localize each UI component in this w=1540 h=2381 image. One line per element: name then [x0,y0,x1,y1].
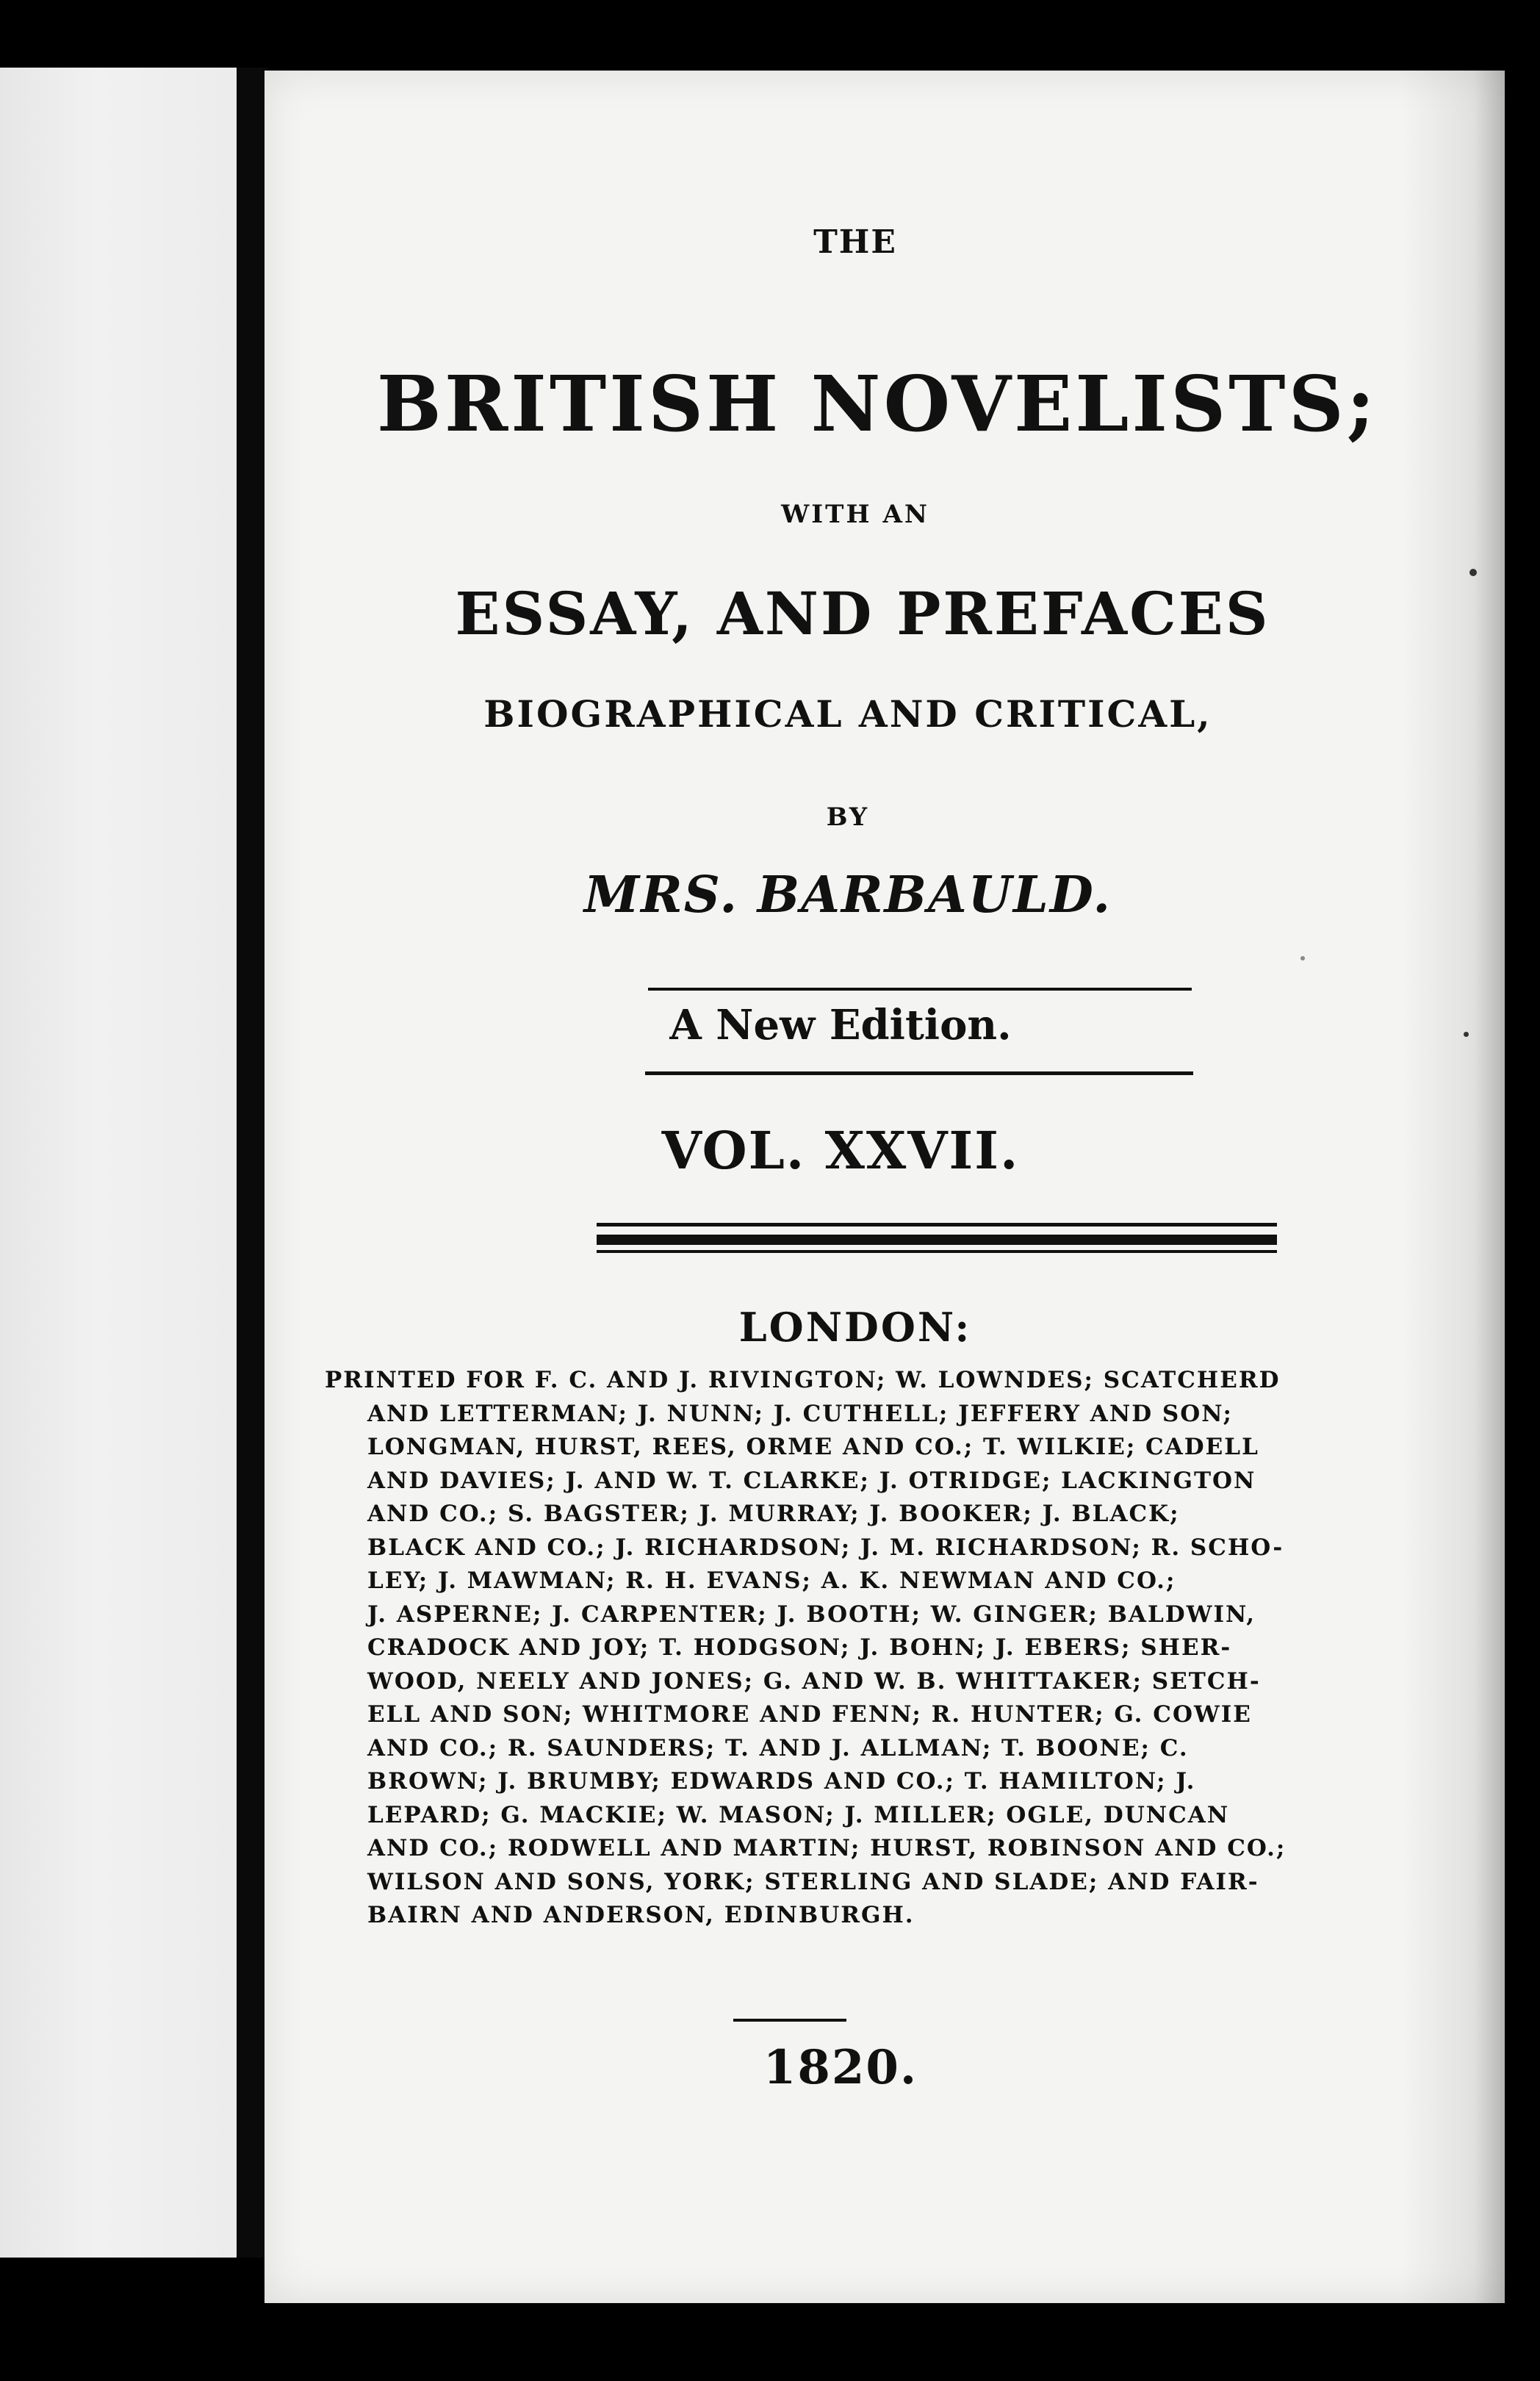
imprint-line: J. ASPERNE; J. CARPENTER; J. BOOTH; W. GINGER; BALDWIN, [367,1601,1256,1628]
edition-rule-bottom [645,1071,1193,1075]
subtitle-biographical: BIOGRAPHICAL AND CRITICAL, [483,692,1212,736]
double-rule-thin-lower [597,1250,1277,1253]
imprint-line: AND DAVIES; J. AND W. T. CLARKE; J. OTRIDGE; LACKINGTON [367,1467,1256,1494]
double-rule-thick [597,1235,1277,1245]
paper-speck [1464,1032,1469,1037]
book-title: BRITISH NOVELISTS; [376,359,1378,449]
paper-speck [1300,956,1305,960]
imprint-line: ELL AND SON; WHITMORE AND FENN; R. HUNTER; G. COWIE [367,1701,1252,1728]
imprint-line: AND CO.; RODWELL AND MARTIN; HURST, ROBINSON AND CO.; [367,1835,1287,1861]
title-article: THE [813,223,897,261]
imprint-line: WOOD, NEELY AND JONES; G. AND W. B. WHITTAKER; SETCH- [367,1667,1261,1695]
imprint-line: PRINTED FOR F. C. AND J. RIVINGTON; W. LOWNDES; SCATCHERD [325,1367,1281,1393]
facing-left-page [0,68,237,2258]
imprint-line: LEPARD; G. MACKIE; W. MASON; J. MILLER; OGLE, DUNCAN [367,1801,1230,1828]
year-rule [733,2019,846,2022]
imprint-line: AND CO.; R. SAUNDERS; T. AND J. ALLMAN; T. BOONE; C. [367,1734,1189,1761]
imprint-line: AND CO.; S. BAGSTER; J. MURRAY; J. BOOKER; J. BLACK; [367,1501,1180,1527]
double-rule-thin [597,1223,1277,1227]
title-page [265,71,1505,2303]
imprint-line: LEY; J. MAWMAN; R. H. EVANS; A. K. NEWMAN AND CO.; [367,1567,1176,1594]
imprint-line: CRADOCK AND JOY; T. HODGSON; J. BOHN; J. EBERS; SHER- [367,1634,1232,1661]
imprint-line: BAIRN AND ANDERSON, EDINBURGH. [367,1902,915,1928]
place-of-publication: LONDON: [738,1304,972,1351]
publication-year: 1820. [763,2040,918,2095]
paper-speck [1469,569,1477,576]
imprint-line: BROWN; J. BRUMBY; EDWARDS AND CO.; T. HAMILTON; J. [367,1768,1196,1795]
subtitle-essay: ESSAY, AND PREFACES [455,579,1270,648]
with-an-text: WITH AN [781,500,929,529]
imprint-block [325,1364,1287,1933]
edition-text: A New Edition. [669,1001,1012,1049]
volume-number: VOL. XXVII. [661,1120,1020,1181]
edition-rule-top [648,988,1192,991]
imprint-line: WILSON AND SONS, YORK; STERLING AND SLADE; AND FAIR- [367,1868,1259,1895]
author-name: MRS. BARBAULD. [583,866,1112,924]
imprint-line: BLACK AND CO.; J. RICHARDSON; J. M. RICHARDSON; R. SCHO- [367,1534,1284,1561]
imprint-line: AND LETTERMAN; J. NUNN; J. CUTHELL; JEFFERY AND SON; [367,1400,1233,1427]
title-page-content [265,71,1505,2303]
by-text: BY [826,802,870,832]
imprint-line: LONGMAN, HURST, REES, ORME AND CO.; T. WILKIE; CADELL [367,1434,1259,1460]
